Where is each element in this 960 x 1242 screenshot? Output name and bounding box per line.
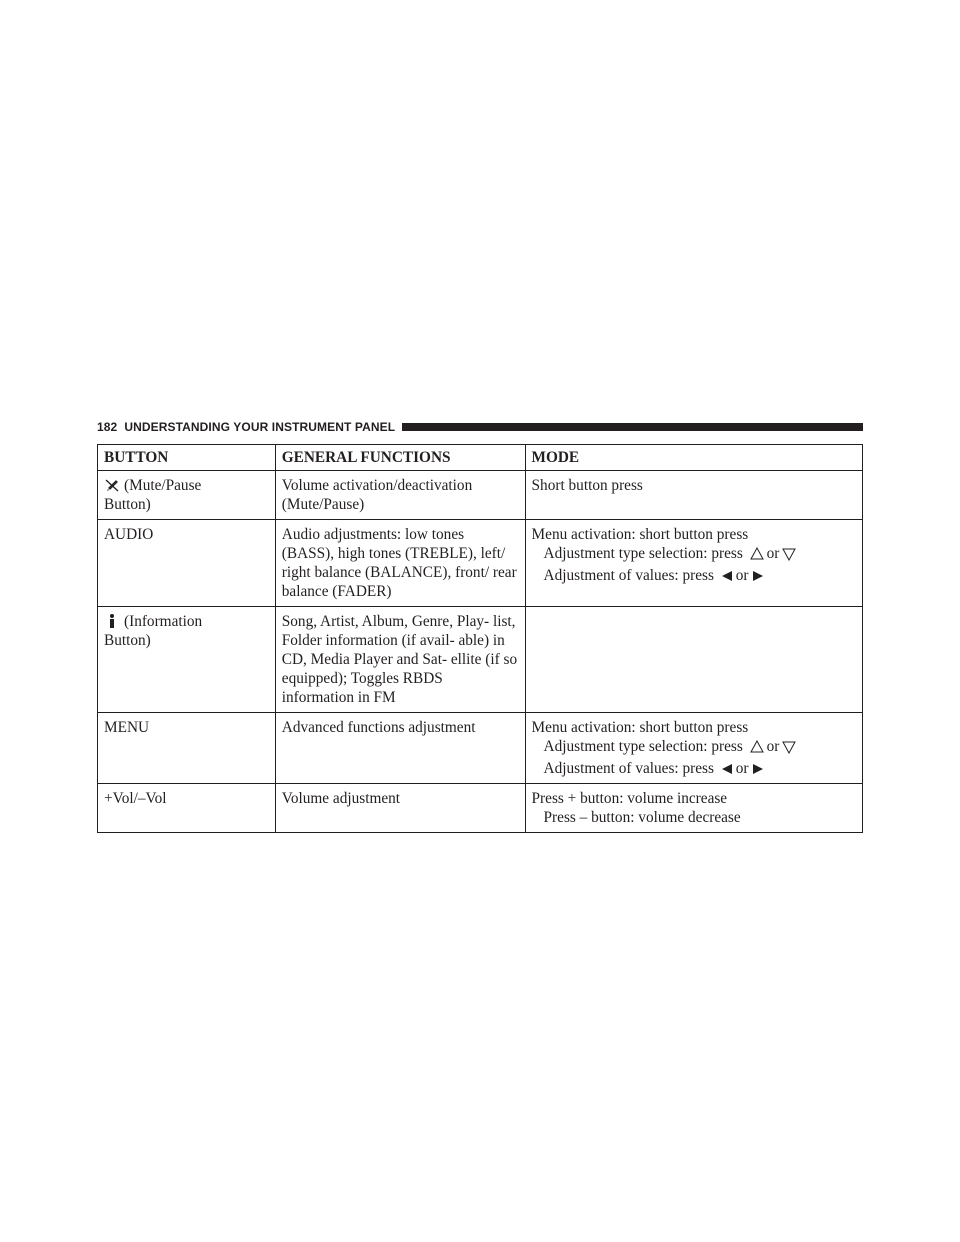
column-header-mode: MODE	[525, 445, 862, 471]
mode-values-text: Adjustment of values: press	[543, 760, 714, 777]
left-arrow-icon	[721, 570, 733, 582]
or-text: or	[735, 760, 749, 777]
table-row-audio	[98, 520, 863, 607]
functions-cell: Song, Artist, Album, Genre, Play- list, Folder information (if avail- able) in CD, Media Player and Sat- ellite (if so equipped); Toggles RBDS information in FM	[275, 607, 525, 713]
button-label-line2: Button)	[104, 496, 151, 513]
right-arrow-icon	[752, 763, 764, 775]
section-title: UNDERSTANDING YOUR INSTRUMENT PANEL	[124, 420, 396, 434]
functions-cell: Volume activation/deactivation (Mute/Pause)	[275, 471, 525, 520]
up-triangle-icon	[750, 740, 764, 754]
button-label-line1: (Mute/Pause	[124, 477, 202, 494]
functions-cell: Audio adjustments: low tones (BASS), high tones (TREBLE), left/ right balance (BALANCE), front/ rear balance (FADER)	[275, 520, 525, 607]
mode-type-selection	[532, 544, 856, 563]
mode-type-text: Adjustment type selection: press	[543, 545, 743, 562]
radio-buttons-table	[97, 444, 863, 833]
table-row-volume	[98, 784, 863, 833]
button-label-line1: (Information	[124, 613, 203, 630]
mode-values-text: Adjustment of values: press	[543, 567, 714, 584]
right-arrow-icon	[752, 570, 764, 582]
button-cell: +Vol/–Vol	[98, 784, 276, 833]
mode-values-adjustment	[532, 759, 856, 778]
mode-menu-activation: Menu activation: short button press	[531, 526, 749, 543]
mode-cell: Short button press	[525, 471, 862, 520]
table-row-menu	[98, 713, 863, 784]
functions-cell: Advanced functions adjustment	[275, 713, 525, 784]
mode-cell	[525, 607, 862, 713]
mode-type-text: Adjustment type selection: press	[543, 738, 743, 755]
column-header-button: BUTTON	[98, 445, 276, 471]
mode-values-adjustment	[532, 566, 856, 585]
mode-volume-increase: Press + button: volume increase	[531, 790, 728, 807]
mode-menu-activation: Menu activation: short button press	[531, 719, 749, 736]
mode-cell	[525, 713, 862, 784]
column-header-functions: GENERAL FUNCTIONS	[275, 445, 525, 471]
or-text: or	[766, 738, 780, 755]
header-rule	[402, 423, 863, 431]
button-label-line2: Button)	[104, 632, 151, 649]
mode-volume-decrease: Press – button: volume decrease	[543, 809, 741, 826]
table-row-info	[98, 607, 863, 713]
button-cell: MENU	[98, 713, 276, 784]
page-header	[97, 420, 863, 434]
button-cell	[98, 471, 276, 520]
down-triangle-icon	[782, 740, 796, 754]
mode-cell	[525, 784, 862, 833]
up-triangle-icon	[750, 547, 764, 561]
button-cell	[98, 607, 276, 713]
mode-cell	[525, 520, 862, 607]
down-triangle-icon	[782, 547, 796, 561]
table-header-row	[98, 445, 863, 471]
mode-type-selection	[532, 737, 856, 756]
or-text: or	[735, 567, 749, 584]
functions-cell: Volume adjustment	[275, 784, 525, 833]
button-cell: AUDIO	[98, 520, 276, 607]
info-icon	[104, 613, 120, 629]
table-row-mute	[98, 471, 863, 520]
left-arrow-icon	[721, 763, 733, 775]
mute-icon	[104, 477, 120, 493]
page-number: 182	[97, 420, 118, 434]
or-text: or	[766, 545, 780, 562]
